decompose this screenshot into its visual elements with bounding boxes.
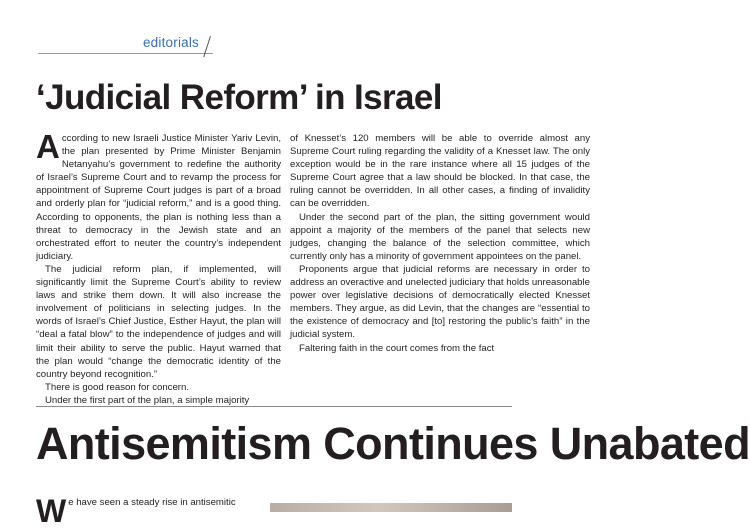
article-photo — [270, 503, 512, 512]
article-body — [36, 128, 636, 406]
drop-cap: A — [36, 128, 60, 165]
article-paragraph: of Knesset’s 120 members will be able to override almost any Supreme Court ruling regarding the validity of a Knesset law. The only exception would be in the rare instance where all 15 judges of the Supreme Court agree that a law should be blocked. In that case, the ruling cannot be overridden. In all other cases, a finding of invalidity can be overridden. — [290, 133, 590, 210]
second-article-headline: Antisemitism Continues Unabated — [36, 418, 750, 469]
section-divider — [36, 406, 512, 407]
article-headline: ‘Judicial Reform’ in Israel — [36, 78, 442, 117]
article-lead-text: e have seen a steady rise in antisemitic — [68, 497, 236, 508]
second-article-body — [36, 493, 268, 529]
drop-cap: W — [36, 493, 67, 529]
article-column-2 — [290, 132, 590, 355]
article-paragraph: According to new Israeli Justice Minister Yariv Levin, the plan presented by Prime Minister Benjamin Netanyahu’s government to redefine the authority of Israel’s Supreme Court and to revamp the process for appointment of Supreme Court judges is part of a broad and orderly plan for “judicial reform,” and is a good thing. According to opponents, the plan is nothing less than a threat to democracy in the Jewish state and an orchestrated effort to neuter the country’s independent judiciary. — [36, 128, 281, 262]
article-paragraph: Faltering faith in the court comes from the fact — [299, 342, 495, 354]
section-label: editorials — [142, 35, 199, 50]
article-paragraph: Proponents argue that judicial reforms are necessary in order to address an overactive and unelected judiciary that holds unreasonable power over legislative decisions of democratically elected Knesset members. They argue, as did Levin, that the changes are “essential to the existence of democracy and [to] restoring the public’s faith” in the judicial system. — [290, 263, 590, 341]
article-paragraph: Under the second part of the plan, the sitting government would appoint a majority of the members of the panel that selects new judges, changing the balance of the selection committee, which currently only has a minority of government appointees on the panel. — [290, 211, 590, 262]
section-slash-divider — [203, 36, 211, 57]
article-paragraph: There is good reason for concern. — [45, 381, 189, 393]
article-paragraph: Under the first part of the plan, a simple majority — [45, 394, 250, 406]
article-column-1 — [36, 128, 281, 407]
section-tag — [38, 35, 213, 54]
article-paragraph: The judicial reform plan, if implemented, will significantly limit the Supreme Court’s ability to review laws and strike them down. It will also increase the involvement of politicians in selecting judges. In the words of Israel’s Chief Justice, Esther Hayut, the plan will “deal a fatal blow” to the independence of judges and will limit their ability to serve the public. Hayut warned that the plan would “change the democratic identity of the country beyond recognition.” — [36, 263, 281, 380]
